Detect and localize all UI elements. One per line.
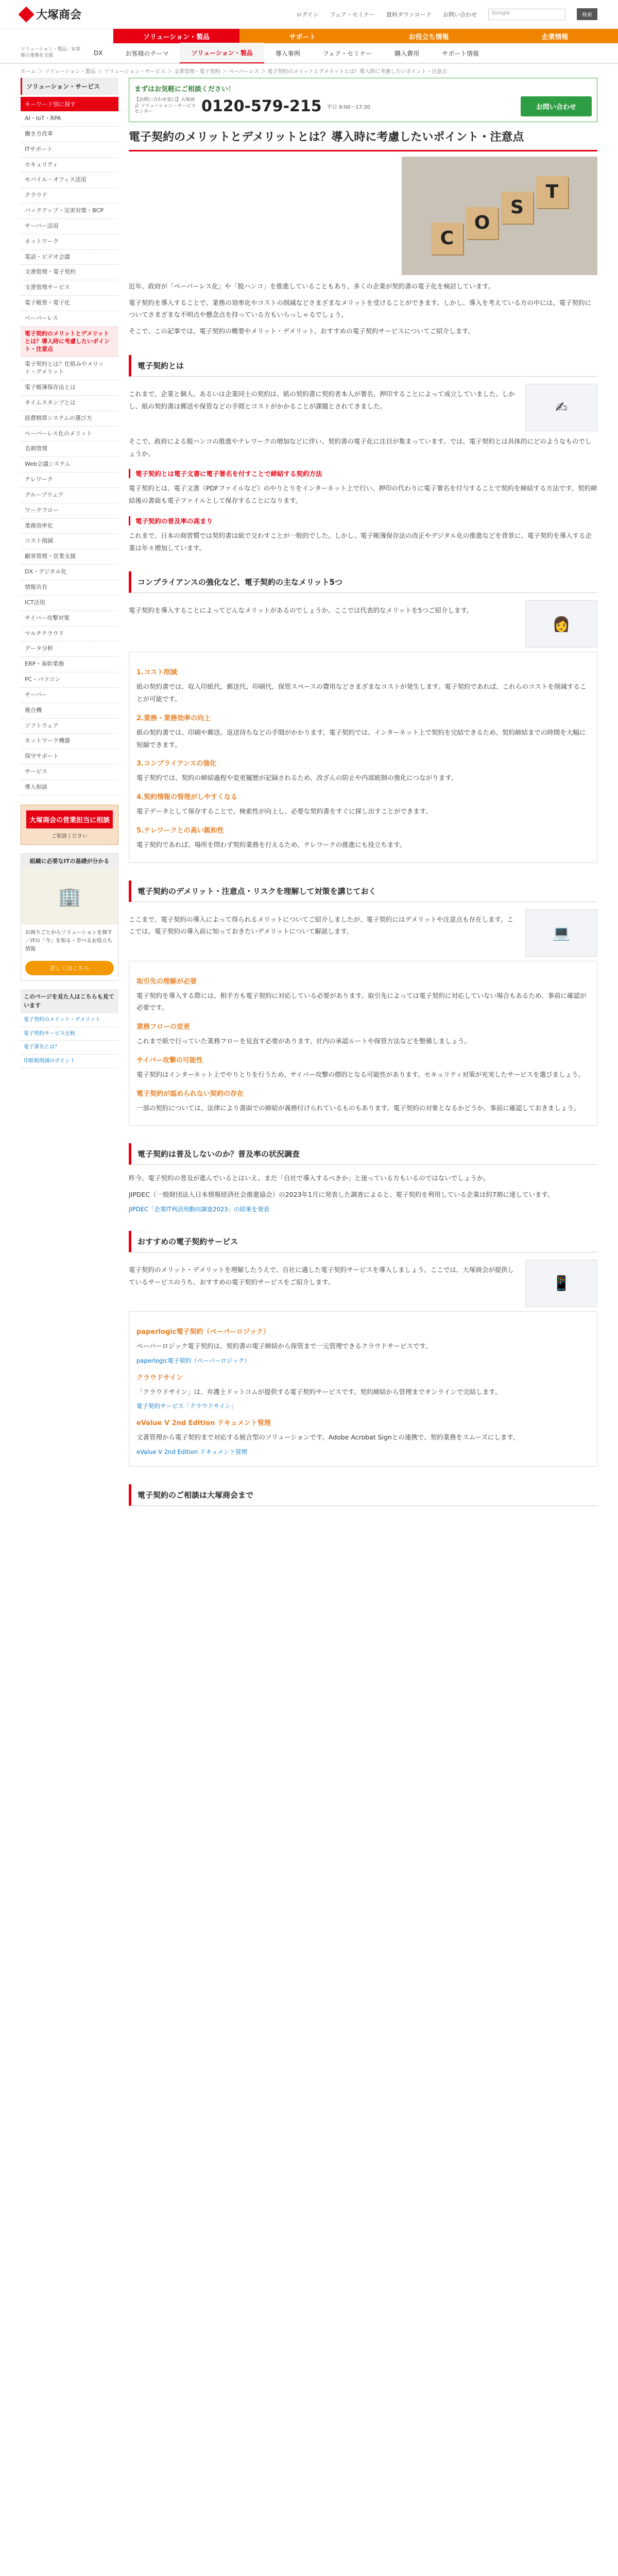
cube-s: S xyxy=(501,192,533,224)
logo-mark-icon xyxy=(18,6,34,22)
merit-heading: 4.契約情報の管理がしやすくなる xyxy=(136,793,237,802)
cube-o: O xyxy=(466,207,498,239)
logo[interactable] xyxy=(21,6,81,22)
cta-desk: 【お問い合わせ窓口】大塚商会 ソリューション・サービスセンター xyxy=(134,97,196,115)
office-illustration-icon: 🏢 xyxy=(21,868,118,925)
sidebar-item[interactable]: 複合機 xyxy=(21,703,118,719)
sidebar-item[interactable]: コスト削減 xyxy=(21,534,118,549)
service-heading: クラウドサイン xyxy=(136,1374,183,1382)
service-heading: eValue V 2nd Edition ドキュメント管理 xyxy=(136,1419,271,1428)
related-link[interactable]: 電子契約のメリット・デメリット xyxy=(21,1013,118,1027)
section-heading: コンプライアンスの強化など、電子契約の主なメリット5つ xyxy=(129,571,597,593)
sidebar-item[interactable]: サイバー攻撃対策 xyxy=(21,611,118,626)
sidebar-item[interactable]: ネットワーク機器 xyxy=(21,734,118,749)
merit-heading: 1.コスト削減 xyxy=(136,669,177,677)
top-links xyxy=(296,8,597,20)
sidebar-item[interactable]: タイムスタンプとは xyxy=(21,396,118,411)
side-box-text: お困りごとからソリューションを探す／ITの「今」を知る・学べるお役立ち情報 xyxy=(25,929,113,952)
subnav-support[interactable]: サポート情報 xyxy=(442,49,479,57)
section-text: 電子契約を導入することによってどんなメリットがあるのでしょうか。ここでは代表的なメリットを5つご紹介します。 xyxy=(129,606,473,615)
services-box xyxy=(129,1311,597,1467)
sidebar-item[interactable]: PC・パソコン xyxy=(21,672,118,688)
sidebar-item[interactable]: 文書管理・電子契約 xyxy=(21,265,118,280)
side-info-box xyxy=(21,853,118,981)
sub-nav xyxy=(0,43,618,64)
demerit-heading: 業務フローの変更 xyxy=(136,1023,191,1031)
top-link-fair[interactable]: フェア・セミナー xyxy=(330,11,375,18)
sidebar-item[interactable]: AI・IoT・RPA xyxy=(21,111,118,127)
merit-text: 電子契約では、契約の締結過程や変更履歴が記録されるため、改ざんの防止や内部統制の強化につながります。 xyxy=(136,774,458,782)
sidebar-item[interactable]: 働き方改革 xyxy=(21,127,118,142)
phone-number[interactable]: 0120-579-215 xyxy=(201,97,322,115)
cube-c: C xyxy=(431,223,463,255)
tab-solutions[interactable]: ソリューション・製品 xyxy=(113,29,239,43)
demerits-box xyxy=(129,961,597,1126)
service-text: ペーパーロジック電子契約は、契約書の電子締結から保管まで一元管理できるクラウドサービスです。 xyxy=(136,1342,432,1350)
side-box-button[interactable]: 詳しくはこちら xyxy=(25,961,114,975)
service-text: 文書管理から電子契約まで対応する統合型のソリューションです。Adobe Acrobat Signとの連携で、契約業務をスムーズにします。 xyxy=(136,1433,520,1442)
service-text: 「クラウドサイン」は、弁護士ドットコムが提供する電子契約サービスです。契約締結から管理までオンラインで完結します。 xyxy=(136,1387,502,1396)
sidebar-item[interactable]: 名刺管理 xyxy=(21,442,118,457)
promo-sub: ご相談ください xyxy=(52,833,88,839)
section-text: 電子契約のメリット・デメリットを理解したうえで、自社に適した電子契約サービスを導入しましょう。ここでは、大塚商会が提供しているサービスのうち、おすすめの電子契約サービスをご紹介します。 xyxy=(129,1265,514,1286)
cost-cubes-image xyxy=(402,157,597,275)
sidebar-item[interactable]: 文書管理サービス xyxy=(21,280,118,296)
global-header xyxy=(0,0,618,29)
hero-image xyxy=(129,157,597,275)
demerit-heading: サイバー攻撃の可能性 xyxy=(136,1056,203,1064)
sidebar-item[interactable]: ソフトウェア xyxy=(21,719,118,734)
sidebar xyxy=(21,78,118,1513)
main-tabs xyxy=(0,29,618,43)
sidebar-item[interactable]: モバイル・オフィス活用 xyxy=(21,173,118,188)
demerit-text: これまで紙で行っていた業務フローを見直す必要があります。社内の承認ルートや保管方法などを整備しましょう。 xyxy=(136,1037,471,1045)
section-heading: おすすめの電子契約サービス xyxy=(129,1231,597,1252)
sidebar-item[interactable]: 電子帳簿保存法とは xyxy=(21,380,118,396)
sidebar-item[interactable]: 情報共有 xyxy=(21,580,118,596)
search-button[interactable]: 検索 xyxy=(577,8,597,20)
sidebar-item[interactable]: Web会議システム xyxy=(21,457,118,472)
side-box-title: 組織に必要なITの基礎が分かる xyxy=(21,854,118,868)
section-heading: 電子契約のデメリット・注意点・リスクを理解して対策を講じておく xyxy=(129,880,597,902)
subnav-dx[interactable]: DX xyxy=(94,49,103,57)
jipdec-link[interactable]: JIPDEC「企業IT利活用動向調査2023」の結果を発表 xyxy=(129,1205,270,1213)
demerit-heading: 取引先の理解が必要 xyxy=(136,977,197,986)
sidebar-keyword-label: キーワード別に探す xyxy=(21,97,118,111)
section-heading: 電子契約とは xyxy=(129,355,597,377)
related-link[interactable]: 電子署名とは？ xyxy=(21,1041,118,1055)
laptop-photo-icon: 💻 xyxy=(525,909,597,957)
tablet-photo-icon: 📱 xyxy=(525,1260,597,1307)
related-link[interactable]: 印紙税削減のポイント xyxy=(21,1055,118,1069)
merit-text: 紙の契約書では、印刷や郵送、返送待ちなどの手間がかかります。電子契約では、インターネット上で契約を完結できるため、契約締結までの時間を大幅に短縮できます。 xyxy=(136,728,586,749)
subnav-fair[interactable]: フェア・セミナー xyxy=(322,49,372,57)
sidebar-item[interactable]: 業務効率化 xyxy=(21,519,118,534)
promo-title: 大塚商会の営業担当に相談 xyxy=(26,810,113,828)
sidebar-item[interactable]: サーバー活用 xyxy=(21,219,118,234)
intro-text: 電子契約を導入することで、業務の効率化やコストの削減などさまざまなメリットを受けることができます。しかし、導入を考えている方の中には、電子契約についてさまざまな不明点や懸念点を持っている方もいらっしゃるでしょう。 xyxy=(129,298,592,319)
sidebar-item[interactable]: ネットワーク xyxy=(21,234,118,250)
sidebar-item[interactable]: ワークフロー xyxy=(21,503,118,519)
sidebar-list xyxy=(21,111,118,795)
service-link[interactable]: paperlogic電子契約（ペーパーロジック） xyxy=(136,1357,250,1364)
sidebar-item[interactable]: ERP・基幹業務 xyxy=(21,657,118,672)
service-heading: paperlogic電子契約（ペーパーロジック） xyxy=(136,1328,270,1336)
logo-text: 大塚商会 xyxy=(36,9,82,22)
section-text: 電子契約とは、電子文書（PDFファイルなど）のやりとりをインターネット上で行い、押印の代わりに電子署名を付与することで契約を締結する方法です。契約締結後の書面も電子ファイルとして保存することになります。 xyxy=(129,484,597,505)
sidebar-item[interactable]: ペーパーレス化のメリット xyxy=(21,427,118,442)
businesswoman-photo-icon: 👩 xyxy=(525,600,597,648)
merits-box xyxy=(129,652,597,862)
subnav-cases[interactable]: 導入事例 xyxy=(275,49,300,57)
cta-heading: まずはお気軽にご相談ください！ xyxy=(134,86,235,93)
contact-button[interactable]: お問い合わせ xyxy=(521,96,592,116)
section-text: ここまで、電子契約の導入によって得られるメリットについてご紹介しましたが、電子契約にはデメリットや注意点も存在します。ここでは、電子契約の導入前に知っておきたいデメリットについて解説します。 xyxy=(129,915,514,936)
merit-heading: 3.コンプライアンスの強化 xyxy=(136,760,217,768)
tab-info[interactable]: お役立ち情報 xyxy=(366,29,492,43)
page-title: 電子契約のメリットとデメリットとは？導入時に考慮したいポイント・注意点 xyxy=(129,129,597,151)
cube-t: T xyxy=(536,176,568,208)
tab-company[interactable]: 企業情報 xyxy=(492,29,618,43)
sidebar-item[interactable]: 導入相談 xyxy=(21,780,118,795)
section-text: これまで、企業と個人、あるいは企業同士の契約は、紙の契約書に契約者本人が署名、押印することによって成立していました。しかし、紙の契約書は郵送や保管などの手間とコストがかかることが課題とされてきました。 xyxy=(129,389,515,410)
sidebar-item[interactable]: マルチクラウド xyxy=(21,626,118,642)
sidebar-item[interactable]: DX・デジタル化 xyxy=(21,565,118,580)
cta-hours: 平日 9:00〜17:30 xyxy=(327,105,371,110)
subsection-heading: 電子契約の普及率の高まり xyxy=(129,516,597,526)
sidebar-item[interactable]: サーバー xyxy=(21,688,118,703)
section-heading: 電子契約は普及しないのか？普及率の状況調査 xyxy=(129,1143,597,1165)
signing-photo-icon: ✍ xyxy=(525,384,597,431)
sidebar-item[interactable]: セキュリティ xyxy=(21,158,118,173)
region-label: ソリューション・製品／お客様の業務を支援 xyxy=(21,47,81,58)
related-link[interactable]: 電子契約サービス比較 xyxy=(21,1027,118,1041)
sidebar-item[interactable]: ICT活用 xyxy=(21,596,118,611)
section-text: JIPDEC（一般財団法人日本情報経済社会推進協会）の2023年1月に発表した調査によると、電子契約を利用している企業は約7割に達しています。 xyxy=(129,1191,554,1199)
sidebar-item[interactable]: ペーパーレス xyxy=(21,311,118,327)
tab-support[interactable]: サポート xyxy=(239,29,366,43)
top-link-download[interactable]: 資料ダウンロード xyxy=(386,11,432,18)
sidebar-item[interactable]: 電子契約とは？仕組みやメリット・デメリット xyxy=(21,357,118,380)
merit-text: 電子データとして保存することで、検索性が向上し、必要な契約書をすぐに探し出すことができます。 xyxy=(136,807,432,816)
section-text: そこで、政府による脱ハンコの推進やテレワークの増加などに伴い、契約書の電子化に注目が集まっています。では、電子契約とは具体的にどのようなものでしょうか。 xyxy=(129,437,592,457)
section-text: これまで、日本の商習慣では契約書は紙で交わすことが一般的でした。しかし、電子帳簿保存法の改正やデジタル化の推進などを背景に、電子契約を導入する企業は年々増加しています。 xyxy=(129,531,592,552)
sidebar-item[interactable]: クラウド xyxy=(21,188,118,204)
breadcrumb[interactable]: ホーム ＞ ソリューション・製品 ＞ ソリューション・サービス ＞ 文書管理・電子契約 ＞ ペーパーレス ＞ 電子契約のメリットとデメリットとは？導入時に考慮したいポイント・注意点 xyxy=(21,69,448,75)
demerit-text: 電子契約はインターネット上でやりとりを行うため、サイバー攻撃の標的となる可能性があります。セキュリティ対策が充実したサービスを選びましょう。 xyxy=(136,1070,585,1078)
sidebar-item[interactable]: 経費精算システムの選び方 xyxy=(21,411,118,427)
intro-text: そこで、この記事では、電子契約の概要やメリット・デメリット、おすすめの電子契約サービスについてご紹介します。 xyxy=(129,327,475,335)
merit-heading: 2.業務・業務効率の向上 xyxy=(136,714,211,722)
merit-text: 電子契約であれば、場所を問わず契約業務を行えるため、テレワークの推進にも役立ちます。 xyxy=(136,840,406,849)
merit-heading: 5.テレワークとの高い親和性 xyxy=(136,826,224,835)
top-link-contact[interactable]: お問い合わせ xyxy=(443,11,477,18)
sidebar-item[interactable]: ITサポート xyxy=(21,142,118,158)
service-link[interactable]: eValue V 2nd Edition ドキュメント管理 xyxy=(136,1448,247,1456)
main-content xyxy=(129,78,597,1513)
demerit-text: 電子契約を導入する際には、相手方も電子契約に対応している必要があります。取引先によっては電子契約に対応していない場合もあるため、事前に確認が必要です。 xyxy=(136,991,587,1012)
top-link-login[interactable]: ログイン xyxy=(296,11,319,18)
demerit-text: 一部の契約については、法律により書面での締結が義務付けられているものもあります。電子契約の対象となるかどうか、事前に確認しておきましょう。 xyxy=(136,1104,580,1112)
sidebar-item[interactable]: 電子帳票・電子化 xyxy=(21,296,118,311)
sidebar-item[interactable]: 電話・ビデオ会議 xyxy=(21,250,118,265)
related-links xyxy=(21,989,118,1068)
section-text: 昨今、電子契約の普及が進んでいるとはいえ、まだ「自社で導入するべきか」と迷っている方もいるのではないでしょうか。 xyxy=(129,1174,490,1182)
section-heading: 電子契約のご相談は大塚商会まで xyxy=(129,1484,597,1506)
search-input[interactable]: Google xyxy=(488,9,565,20)
sidebar-item[interactable]: グループウェア xyxy=(21,488,118,503)
sidebar-item[interactable]: サービス xyxy=(21,765,118,780)
subsection-heading: 電子契約とは電子文書に電子署名を付すことで締結する契約方法 xyxy=(129,469,597,478)
subnav-solutions[interactable]: ソリューション・製品 xyxy=(180,43,264,63)
subnav-purchase[interactable]: 購入費用 xyxy=(394,49,420,57)
sidebar-heading[interactable]: ソリューション・サービス xyxy=(21,78,118,95)
promo-banner[interactable] xyxy=(21,805,118,845)
sidebar-item[interactable]: データ分析 xyxy=(21,641,118,657)
merit-text: 紙の契約書では、収入印紙代、郵送代、印刷代、保管スペースの費用などさまざまなコストが発生します。電子契約であれば、これらのコストを削減することが可能です。 xyxy=(136,683,587,703)
subnav-theme[interactable]: お客様のテーマ xyxy=(125,49,169,57)
intro-text: 近年、政府が「ペーパーレス化」や「脱ハンコ」を推進していることもあり、多くの企業が契約書の電子化を検討しています。 xyxy=(129,282,495,290)
cta-box xyxy=(129,78,597,122)
related-title: このページを見た人はこちらも見ています xyxy=(21,989,118,1013)
sidebar-item[interactable]: テレワーク xyxy=(21,472,118,488)
sidebar-item[interactable]: 電子契約のメリットとデメリットとは？導入時に考慮したいポイント・注意点 xyxy=(21,327,118,358)
service-link[interactable]: 電子契約サービス「クラウドサイン」 xyxy=(136,1402,237,1410)
demerit-heading: 電子契約が認められない契約の存在 xyxy=(136,1090,244,1098)
sidebar-item[interactable]: 顧客管理・営業支援 xyxy=(21,549,118,565)
sidebar-item[interactable]: バックアップ・災害対策・BCP xyxy=(21,204,118,219)
sidebar-item[interactable]: 保守サポート xyxy=(21,749,118,765)
